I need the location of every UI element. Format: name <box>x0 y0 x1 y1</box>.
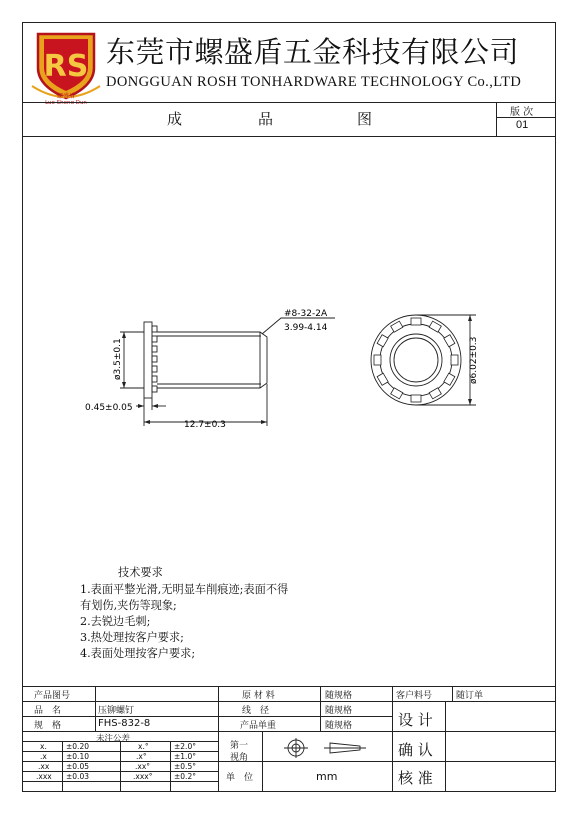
title-char-3: 图 <box>357 110 373 128</box>
spec-value: FHS-832-8 <box>98 718 151 729</box>
version-label: 版 次 <box>510 107 534 118</box>
dim-length: 12.7±0.3 <box>184 420 226 430</box>
weight-value: 随规格 <box>325 721 353 731</box>
design-label: 设 计 <box>398 711 433 729</box>
weight-label: 产品单重 <box>240 721 277 731</box>
product-name-value: 压铆螺钉 <box>98 706 135 716</box>
product-name-label: 品 名 <box>34 706 62 716</box>
tol-b-1: ±0.20 <box>66 742 89 751</box>
notes-line-2: 有划伤,夹伤等现象; <box>80 599 177 612</box>
company-name-en: DONGGUAN ROSH TONHARDWARE TECHNOLOGY Co.,LTD <box>106 74 522 90</box>
title-char-2: 品 <box>258 110 274 128</box>
tol-a-2: .x <box>40 752 47 761</box>
tol-d-3: ±0.5° <box>174 762 196 771</box>
tol-b-2: ±0.10 <box>66 752 89 761</box>
tolerance-title: 未注公差 <box>96 734 131 744</box>
header-divider <box>22 102 556 103</box>
first-angle-projection-icon <box>278 736 378 760</box>
product-no-label: 产品图号 <box>34 691 71 701</box>
technical-drawing <box>80 300 500 440</box>
projection-label-2: 视角 <box>230 753 249 763</box>
tol-d-2: ±1.0° <box>174 752 196 761</box>
notes-line-5: 4.表面处理按客户要求; <box>80 647 196 660</box>
material-value: 随规格 <box>325 691 353 701</box>
projection-label-1: 第一 <box>230 741 249 751</box>
spec-label: 规 格 <box>34 721 62 731</box>
approve-label: 核 准 <box>398 769 433 787</box>
tol-a-1: x. <box>40 742 47 751</box>
end-view-outer <box>371 315 461 405</box>
tol-a-3: .xx <box>38 762 50 771</box>
wire-label: 线 径 <box>242 706 270 716</box>
tol-d-4: ±0.2° <box>174 772 196 781</box>
dim-body-dia: ø3.5±0.1 <box>113 338 123 380</box>
wire-value: 随规格 <box>325 706 353 716</box>
company-name-cn: 东莞市螺盛盾五金科技有限公司 <box>106 35 520 69</box>
customer-no-label: 客户料号 <box>396 691 433 701</box>
thread-length: 3.99-4.14 <box>284 323 328 333</box>
notes-title: 技术要求 <box>118 566 163 579</box>
end-view-bore <box>390 334 442 386</box>
thread-label: #8-32-2A <box>284 309 328 319</box>
unit-value: mm <box>316 770 338 783</box>
unit-label: 单 位 <box>226 773 254 783</box>
notes-line-4: 3.热处理按客户要求; <box>80 631 184 644</box>
notes-line-3: 2.去锐边毛刺; <box>80 615 151 628</box>
confirm-label: 确 认 <box>398 741 433 759</box>
logo-letters: RS <box>43 49 89 84</box>
dim-head-thickness: 0.45±0.05 <box>85 403 133 413</box>
logo-caption-en: Luo Sheng Dun <box>45 100 87 104</box>
tol-c-3: .xx° <box>135 762 151 771</box>
version-value: 01 <box>516 119 529 131</box>
screw-shank <box>157 332 267 388</box>
customer-no-value: 随订单 <box>456 691 484 701</box>
tol-b-3: ±0.05 <box>66 762 89 771</box>
title-divider <box>22 136 556 137</box>
logo-caption-cn: 螺盛盾 <box>56 93 76 100</box>
tol-c-4: .xxx° <box>133 772 153 781</box>
end-view-knurl <box>374 318 458 402</box>
head-flange <box>144 322 152 398</box>
tol-b-4: ±0.03 <box>66 772 89 781</box>
version-divider <box>496 102 497 136</box>
notes-line-1: 1.表面平整光滑,无明显车削痕迹;表面不得 <box>80 583 289 596</box>
company-logo <box>30 28 102 104</box>
title-char-1: 成 <box>167 110 183 128</box>
tol-c-1: x.° <box>138 742 149 751</box>
tol-a-4: .xxx <box>36 772 52 781</box>
material-label: 原 材 料 <box>242 691 275 701</box>
knurl-teeth <box>152 326 157 392</box>
dim-head-dia: ø6.02±0.3 <box>469 336 479 384</box>
tol-c-2: .x° <box>136 752 147 761</box>
tol-d-1: ±2.0° <box>174 742 196 751</box>
